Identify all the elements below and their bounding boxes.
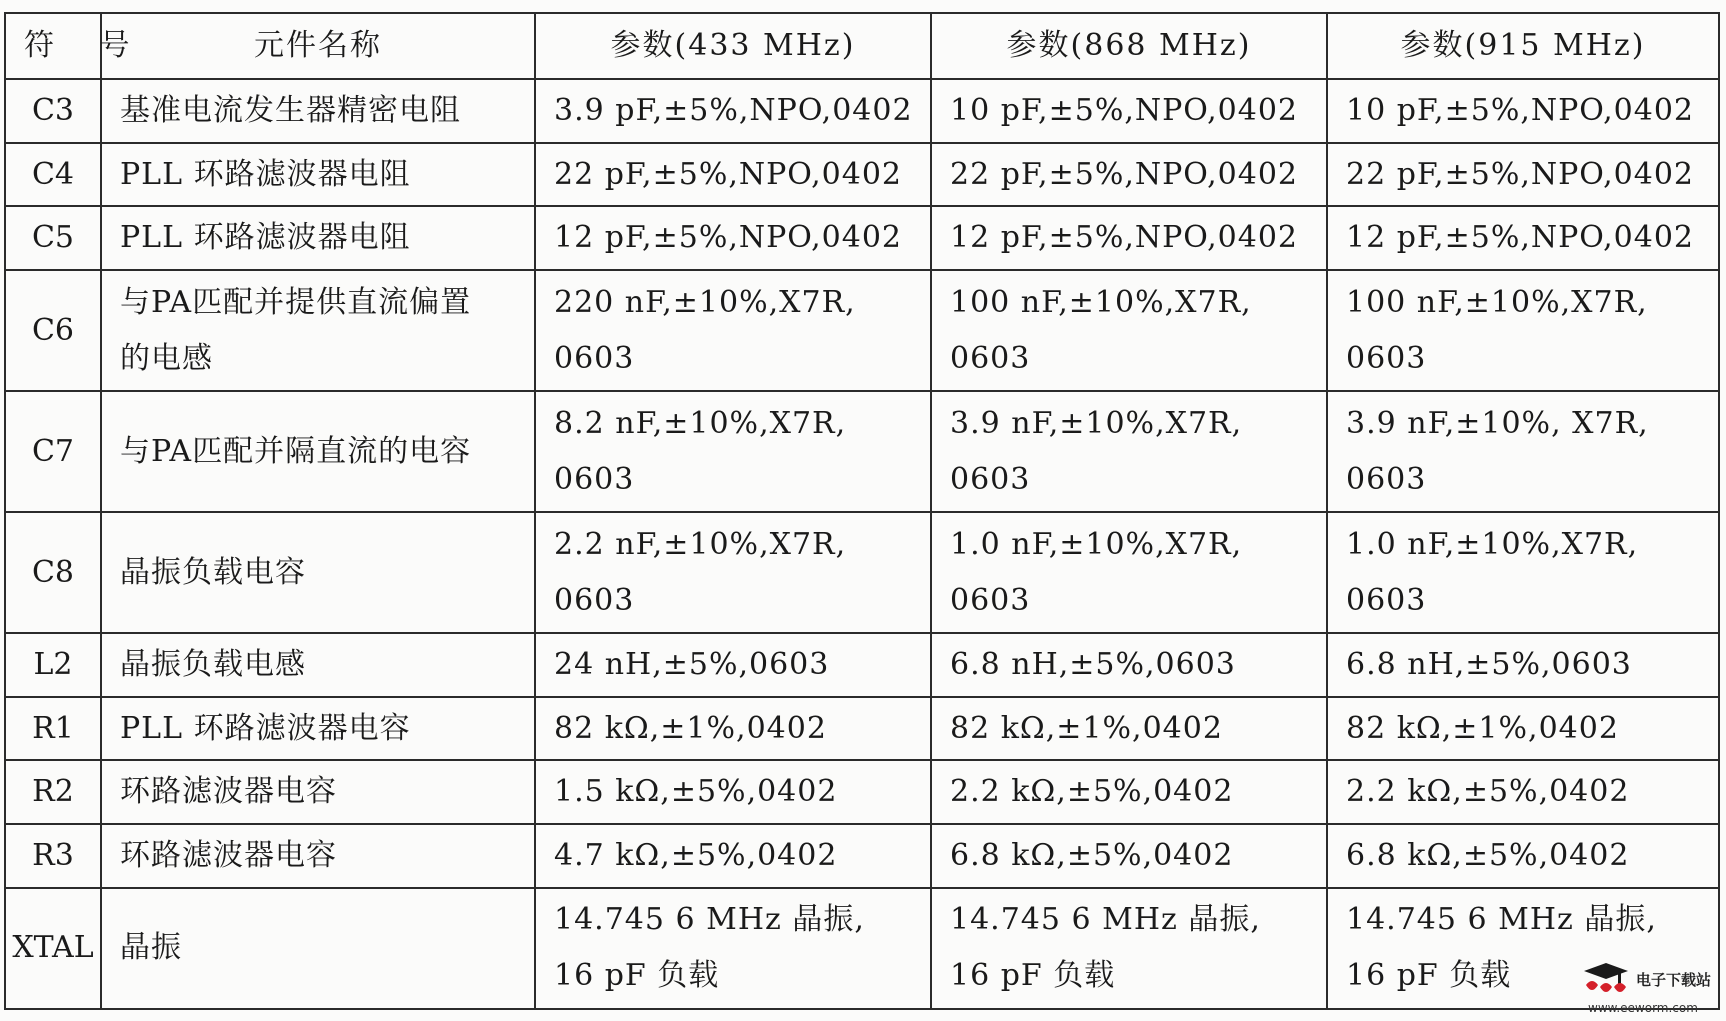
cell-param-915 (1327, 633, 1719, 697)
cell-component-name (101, 633, 535, 697)
cell-text-line: 10 pF,±5%,NPO,0402 (950, 92, 1299, 128)
cell-param-868 (931, 391, 1327, 512)
cell-component-name (101, 206, 535, 270)
table-header-row (5, 13, 1719, 79)
cell-text-line: 24 nH,±5%,0603 (554, 646, 830, 682)
cell-text-line: 14.745 6 MHz 晶振, (554, 902, 865, 938)
cell-symbol: C7 (5, 391, 101, 512)
cell-param-433 (535, 760, 931, 824)
cell-param-868 (931, 824, 1327, 888)
table-row (5, 633, 1719, 697)
cell-param-433 (535, 79, 931, 143)
table-row (5, 888, 1719, 1009)
cell-text-line: 16 pF 负载 (554, 958, 720, 994)
cell-text-line: 12 pF,±5%,NPO,0402 (1346, 220, 1695, 256)
cell-component-name (101, 270, 535, 391)
cell-text-line: 2.2 nF,±10%,X7R, (554, 526, 847, 562)
cell-symbol: R3 (5, 824, 101, 888)
cell-param-433 (535, 633, 931, 697)
cell-param-915 (1327, 824, 1719, 888)
cell-text-line: PLL 环路滤波器电阻 (120, 156, 411, 192)
cell-text-line: 1.0 nF,±10%,X7R, (1346, 526, 1639, 562)
cell-symbol: C4 (5, 143, 101, 207)
cell-component-name (101, 391, 535, 512)
cell-param-868 (931, 512, 1327, 633)
cell-component-name (101, 79, 535, 143)
cell-symbol: C6 (5, 270, 101, 391)
table-row (5, 143, 1719, 207)
table-row (5, 760, 1719, 824)
cell-symbol: C5 (5, 206, 101, 270)
cell-component-name (101, 512, 535, 633)
cell-param-868 (931, 79, 1327, 143)
cell-text-line: 8.2 nF,±10%,X7R, (554, 405, 847, 441)
header-component-name: 元件名称 (101, 13, 535, 79)
cell-text-line: 1.0 nF,±10%,X7R, (950, 526, 1243, 562)
cell-text-line: 环路滤波器电容 (120, 774, 337, 810)
cell-param-868 (931, 143, 1327, 207)
cell-param-433 (535, 824, 931, 888)
table-row (5, 512, 1719, 633)
cell-text-line: 82 kΩ,±1%,0402 (950, 710, 1223, 746)
cell-text-line: 4.7 kΩ,±5%,0402 (554, 838, 838, 874)
cell-text-line: 3.9 nF,±10%,X7R, (950, 405, 1243, 441)
cell-symbol: C3 (5, 79, 101, 143)
cell-text-line: 0603 (950, 340, 1031, 376)
cell-param-433 (535, 888, 931, 1009)
cell-param-915 (1327, 512, 1719, 633)
graduation-cap-icon (1580, 961, 1640, 1005)
cell-param-868 (931, 888, 1327, 1009)
cell-text-line: 2.2 kΩ,±5%,0402 (950, 774, 1234, 810)
cell-text-line: 0603 (554, 340, 635, 376)
cell-component-name (101, 143, 535, 207)
cell-text-line: PLL 环路滤波器电阻 (120, 220, 411, 256)
cell-text-line: 12 pF,±5%,NPO,0402 (950, 220, 1299, 256)
cell-text-line: 22 pF,±5%,NPO,0402 (554, 156, 903, 192)
cell-text-line: 22 pF,±5%,NPO,0402 (1346, 156, 1695, 192)
cell-param-915 (1327, 206, 1719, 270)
cell-text-line: 0603 (950, 582, 1031, 618)
cell-text-line: 的电感 (120, 340, 213, 376)
cell-text-line: 14.745 6 MHz 晶振, (950, 902, 1261, 938)
cell-text-line: 0603 (1346, 582, 1427, 618)
cell-component-name (101, 760, 535, 824)
table-row (5, 79, 1719, 143)
cell-text-line: 6.8 nH,±5%,0603 (950, 646, 1236, 682)
header-param-915: 参数(915 MHz) (1327, 13, 1719, 79)
cell-param-433 (535, 270, 931, 391)
component-parameter-table (4, 12, 1720, 1010)
cell-text-line: 与PA匹配并提供直流偏置 (120, 284, 472, 320)
cell-param-915 (1327, 697, 1719, 761)
cell-param-433 (535, 512, 931, 633)
cell-text-line: 16 pF 负载 (1346, 958, 1512, 994)
cell-text-line: 0603 (554, 582, 635, 618)
cell-text-line: 3.9 nF,±10%, X7R, (1346, 405, 1649, 441)
header-param-433: 参数(433 MHz) (535, 13, 931, 79)
cell-param-868 (931, 270, 1327, 391)
cell-text-line: 基准电流发生器精密电阻 (120, 92, 461, 128)
cell-text-line: 12 pF,±5%,NPO,0402 (554, 220, 903, 256)
table-row (5, 824, 1719, 888)
header-symbol: 符 号 (5, 13, 101, 79)
cell-component-name (101, 697, 535, 761)
cell-text-line: 6.8 kΩ,±5%,0402 (1346, 838, 1630, 874)
cell-text-line: 0603 (1346, 340, 1427, 376)
table-row (5, 206, 1719, 270)
cell-text-line: 22 pF,±5%,NPO,0402 (950, 156, 1299, 192)
watermark-title: 电子下载站 (1636, 971, 1712, 989)
cell-param-868 (931, 633, 1327, 697)
cell-param-915 (1327, 391, 1719, 512)
cell-param-868 (931, 760, 1327, 824)
table-row (5, 697, 1719, 761)
cell-symbol: XTAL (5, 888, 101, 1009)
cell-param-915 (1327, 270, 1719, 391)
watermark-url: www.eeworm.com (1588, 1001, 1698, 1015)
cell-text-line: PLL 环路滤波器电容 (120, 710, 411, 746)
cell-param-915 (1327, 760, 1719, 824)
cell-text-line: 14.745 6 MHz 晶振, (1346, 902, 1657, 938)
cell-component-name (101, 888, 535, 1009)
cell-text-line: 与PA匹配并隔直流的电容 (120, 433, 472, 469)
cell-text-line: 82 kΩ,±1%,0402 (554, 710, 827, 746)
cell-param-868 (931, 206, 1327, 270)
cell-text-line: 100 nF,±10%,X7R, (950, 284, 1252, 320)
cell-text-line: 100 nF,±10%,X7R, (1346, 284, 1648, 320)
table-body (5, 79, 1719, 1009)
cell-component-name (101, 824, 535, 888)
cell-param-433 (535, 391, 931, 512)
cell-text-line: 6.8 nH,±5%,0603 (1346, 646, 1632, 682)
cell-param-915 (1327, 79, 1719, 143)
cell-text-line: 3.9 pF,±5%,NPO,0402 (554, 92, 913, 128)
cell-text-line: 1.5 kΩ,±5%,0402 (554, 774, 838, 810)
cell-text-line: 0603 (950, 461, 1031, 497)
cell-symbol: C8 (5, 512, 101, 633)
cell-text-line: 晶振负载电容 (120, 554, 306, 590)
cell-param-433 (535, 697, 931, 761)
cell-param-868 (931, 697, 1327, 761)
cell-text-line: 16 pF 负载 (950, 958, 1116, 994)
cell-symbol: L2 (5, 633, 101, 697)
table-row (5, 391, 1719, 512)
cell-text-line: 6.8 kΩ,±5%,0402 (950, 838, 1234, 874)
header-param-868: 参数(868 MHz) (931, 13, 1327, 79)
cell-text-line: 10 pF,±5%,NPO,0402 (1346, 92, 1695, 128)
cell-param-433 (535, 143, 931, 207)
cell-text-line: 0603 (1346, 461, 1427, 497)
cell-text-line: 2.2 kΩ,±5%,0402 (1346, 774, 1630, 810)
cell-text-line: 0603 (554, 461, 635, 497)
table-row (5, 270, 1719, 391)
cell-text-line: 环路滤波器电容 (120, 838, 337, 874)
cell-text-line: 晶振 (120, 930, 182, 966)
cell-symbol: R2 (5, 760, 101, 824)
cell-text-line: 晶振负载电感 (120, 646, 306, 682)
cell-symbol: R1 (5, 697, 101, 761)
cell-text-line: 82 kΩ,±1%,0402 (1346, 710, 1619, 746)
watermark-logo (1580, 961, 1720, 1019)
cell-param-915 (1327, 143, 1719, 207)
cell-param-433 (535, 206, 931, 270)
cell-text-line: 220 nF,±10%,X7R, (554, 284, 856, 320)
